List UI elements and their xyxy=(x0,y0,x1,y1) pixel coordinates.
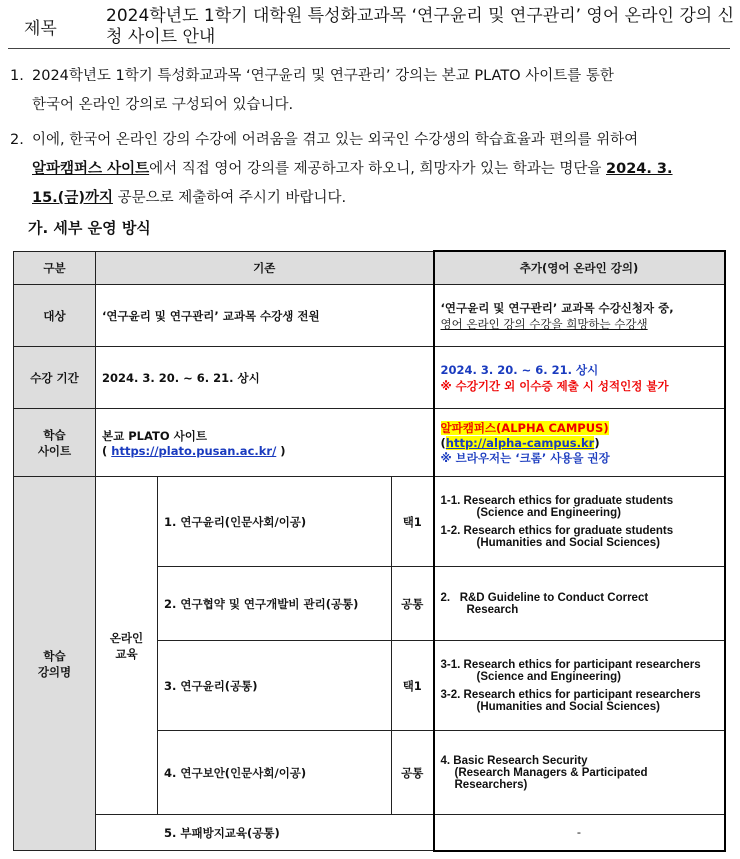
course-added-empty: - xyxy=(434,815,725,851)
english-course-item: 3-2. Research ethics for participant researchers (Humanities and Social Sciences) xyxy=(440,688,701,713)
target-existing: ‘연구윤리 및 연구관리’ 교과목 수강생 전원 xyxy=(96,285,434,347)
paren: ) xyxy=(594,435,600,450)
target-added-line: ‘연구윤리 및 연구관리’ 교과목 수강신청자 중, xyxy=(440,300,674,315)
paragraph-number: 2. xyxy=(10,132,24,148)
alpha-campus-label: 알파캠퍼스(ALPHA CAMPUS) xyxy=(440,420,609,435)
course-mode xyxy=(96,477,158,815)
period-added-note: ※ 수강기간 외 이수증 제출 시 성적인정 불가 xyxy=(440,378,669,393)
course-english-titles xyxy=(434,731,725,815)
row-label-courses xyxy=(14,477,96,851)
paren: ( xyxy=(440,435,446,450)
english-course-item: 2. R&D Guideline to Conduct Correct Research xyxy=(440,591,649,616)
course-english-titles xyxy=(434,477,725,567)
row-label-period: 수강 기간 xyxy=(14,347,96,409)
english-course-item: 1-2. Research ethics for graduate students (Humanities and Social Sciences) xyxy=(440,524,674,549)
label-line: 학습 xyxy=(43,427,66,442)
period-existing: 2024. 3. 20. ~ 6. 21. 상시 xyxy=(96,347,434,409)
english-course-item: 3-1. Research ethics for participant researchers (Science and Engineering) xyxy=(440,658,701,683)
course-type: 공통 xyxy=(392,731,434,815)
browser-note: ※ 브라우저는 ‘크롬’ 사용을 권장 xyxy=(440,450,610,465)
site-existing xyxy=(96,409,434,477)
english-course-item: 1-1. Research ethics for graduate students (Science and Engineering) xyxy=(440,494,674,519)
label-line: 강의명 xyxy=(37,664,72,679)
row-label-target: 대상 xyxy=(14,285,96,347)
target-added xyxy=(434,285,725,347)
label-line: 사이트 xyxy=(37,443,72,458)
paragraph-1 xyxy=(10,62,725,120)
course-name: 1. 연구윤리(인문사회/이공) xyxy=(158,477,392,567)
paragraph-text: 에서 직접 영어 강의를 제공하고자 하오니, 희망자가 있는 학과는 명단을 xyxy=(149,161,602,177)
deadline-date: 2024. 3. xyxy=(606,161,673,177)
plato-link[interactable]: https://plato.pusan.ac.kr/ xyxy=(111,443,277,458)
target-added-line: 영어 온라인 강의 수강을 희망하는 수강생 xyxy=(440,316,648,331)
course-name: 4. 연구보안(인문사회/이공) xyxy=(158,731,392,815)
subject-label: 제목 xyxy=(24,19,57,39)
deadline-date: 15.(금)까지 xyxy=(32,190,113,206)
mode-line: 온라인 xyxy=(109,630,144,645)
paragraph-number: 1. xyxy=(10,68,24,84)
alpha-campus-site-text: 알파캠퍼스 사이트 xyxy=(32,161,150,177)
course-type: 택1 xyxy=(392,477,434,567)
paragraph-text: 공문으로 제출하여 주시기 바랍니다. xyxy=(112,190,347,206)
paragraph-2 xyxy=(10,126,725,213)
paren: ( xyxy=(102,443,112,458)
course-type: 공통 xyxy=(392,567,434,641)
course-english-titles xyxy=(434,567,725,641)
course-type: 택1 xyxy=(392,641,434,731)
document-title: 2024학년도 1학기 대학원 특성화교과목 ‘연구윤리 및 연구관리’ 영어 온라인 강의 신청 사이트 안내 xyxy=(106,6,735,47)
period-added-dates: 2024. 3. 20. ~ 6. 21. 상시 xyxy=(440,362,599,377)
paragraph-text: 이에, 한국어 온라인 강의 수강에 어려움을 겪고 있는 외국인 수강생의 학습효율과 편의를 위하여 xyxy=(32,132,639,148)
operation-table xyxy=(13,250,726,852)
course-name: 3. 연구윤리(공통) xyxy=(158,641,392,731)
header-category: 구분 xyxy=(14,251,96,285)
subject-header xyxy=(8,4,735,49)
course-name: 2. 연구협약 및 연구개발비 관리(공통) xyxy=(158,567,392,641)
course-english-titles xyxy=(434,641,725,731)
period-added xyxy=(434,347,725,409)
header-existing: 기존 xyxy=(96,251,434,285)
mode-line: 교육 xyxy=(115,646,138,661)
row-label-site xyxy=(14,409,96,477)
site-existing-name: 본교 PLATO 사이트 xyxy=(102,428,207,443)
paragraph-text: 2024학년도 1학기 특성화교과목 ‘연구윤리 및 연구관리’ 강의는 본교 PLATO 사이트를 통한 xyxy=(32,68,614,84)
course-name: 5. 부패방지교육(공통) xyxy=(96,815,434,851)
english-course-item: 4. Basic Research Security (Research Managers & Participated Researchers) xyxy=(440,754,648,791)
paren: ) xyxy=(276,443,286,458)
paragraph-text: 한국어 온라인 강의로 구성되어 있습니다. xyxy=(32,97,294,113)
label-line: 학습 xyxy=(43,648,66,663)
section-title: 가. 세부 운영 방식 xyxy=(28,219,151,237)
site-added xyxy=(434,409,725,477)
header-added: 추가(영어 온라인 강의) xyxy=(434,251,725,285)
alpha-campus-link[interactable]: http://alpha-campus.kr xyxy=(445,435,595,450)
